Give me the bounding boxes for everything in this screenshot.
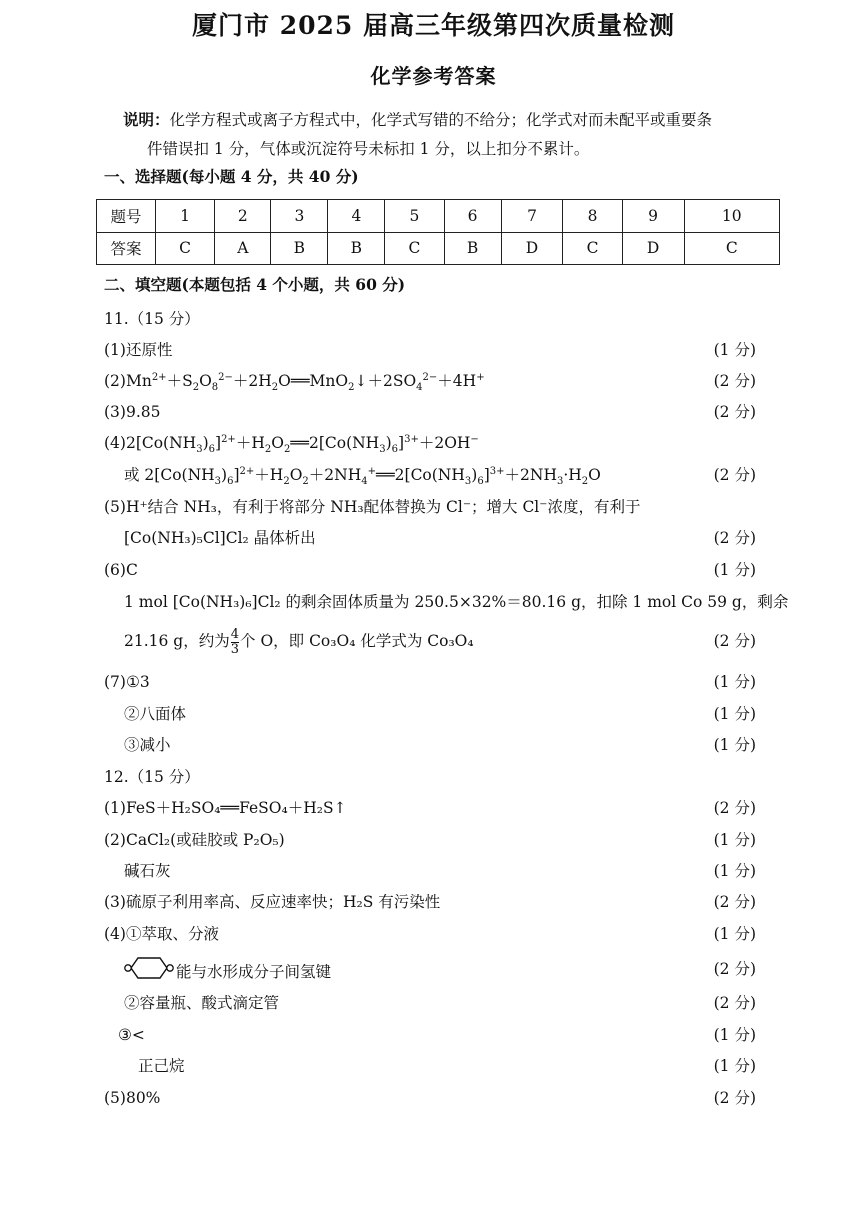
- table-cell-a: D: [501, 232, 563, 265]
- table-cell-a: B: [271, 232, 328, 265]
- score: (2 分): [713, 632, 756, 650]
- score: (2 分): [713, 893, 756, 911]
- q11-answer-6b: 1 mol [Co(NH₃)₆]Cl₂ 的剩余固体质量为 250.5×32%＝80.16 g，扣除 1 mol Co 59 g，剩余: [124, 593, 789, 611]
- table-cell-a: D: [622, 232, 684, 265]
- table-cell-q: 3: [271, 200, 328, 233]
- q12-answer-2: (2)CaCl₂(或硅胶或 P₂O₅) (1 分): [104, 828, 756, 852]
- table-cell-q: 2: [215, 200, 271, 233]
- table-cell-q: 6: [444, 200, 501, 233]
- q11-answer-5b: [Co(NH₃)₅Cl]Cl₂ 晶体析出 (2 分): [104, 526, 756, 550]
- fraction: $\frac{4}{3}$: [230, 626, 240, 657]
- q12-answer-3: (3)硫原子利用率高、反应速率快；H₂S 有污染性 (2 分): [104, 890, 756, 914]
- score: (2 分): [713, 994, 756, 1012]
- score: (1 分): [713, 705, 756, 723]
- q11-header: 11.（15 分）: [104, 310, 200, 328]
- score: (2 分): [713, 403, 756, 421]
- table-cell-q: 5: [385, 200, 444, 233]
- q11-answer-1: (1)还原性 (1 分): [104, 338, 756, 362]
- score: (1 分): [713, 736, 756, 754]
- score: (1 分): [713, 862, 756, 880]
- q12-answer-4d: ③< (1 分): [104, 1023, 756, 1047]
- score: (1 分): [713, 1057, 756, 1075]
- equation-co-2: 或 $2[Co(NH_3)_6]^{2+}+H_2O_2+2NH_4^+══2[Co(NH_3)_6]^{3+}+2NH_3\cdot H_2O$: [124, 465, 601, 488]
- q12-answer-4b: 能与水形成分子间氢键 (2 分): [104, 954, 756, 984]
- note-label: 说明：: [123, 110, 170, 129]
- page-subtitle: 化学参考答案: [370, 64, 497, 88]
- instruction-note: [123, 105, 803, 164]
- score: (1 分): [713, 831, 756, 849]
- table-cell-a: C: [684, 232, 780, 265]
- score: (1 分): [713, 1026, 756, 1044]
- table-cell-q: 10: [684, 200, 780, 233]
- table-cell-a: A: [215, 232, 271, 265]
- table-label-answer: 答案: [97, 232, 156, 265]
- q11-answer-3: (3)9.85 (2 分): [104, 400, 756, 424]
- score: (1 分): [713, 925, 756, 943]
- score: (2 分): [713, 960, 756, 978]
- q11-answer-7b: ②八面体 (1 分): [104, 702, 756, 726]
- table-cell-q: 4: [328, 200, 385, 233]
- q11-answer-6: (6)C (1 分): [104, 558, 756, 582]
- q12-answer-2b: 碱石灰 (1 分): [104, 859, 756, 883]
- score: (2 分): [713, 372, 756, 390]
- score: (1 分): [713, 561, 756, 579]
- score: (2 分): [713, 799, 756, 817]
- score: (2 分): [713, 529, 756, 547]
- table-cell-a: B: [328, 232, 385, 265]
- score: (1 分): [713, 673, 756, 691]
- q11-answer-2: [104, 369, 756, 393]
- equation-co-1: $(4)2[Co(NH_3)_6]^{2+}+H_2O_2══2[Co(NH_3)_6]^{3+}+2OH^-$: [104, 433, 479, 456]
- section-2-title: 二、填空题(本题包括 4 个小题，共 60 分): [104, 275, 406, 294]
- q11-answer-4b: [104, 463, 756, 487]
- table-cell-a: C: [156, 232, 215, 265]
- answer-table: [96, 199, 780, 265]
- table-cell-q: 7: [501, 200, 563, 233]
- dioxane-structure-icon: [124, 954, 174, 992]
- score: (2 分): [713, 466, 756, 484]
- table-row-answers: [97, 232, 780, 265]
- table-cell-q: 9: [622, 200, 684, 233]
- page-title: 厦门市 2025 届高三年级第四次质量检测: [192, 11, 675, 40]
- q11-answer-7c: ③减小 (1 分): [104, 733, 756, 757]
- table-row-questions: [97, 200, 780, 233]
- q11-answer-7a: (7)①3 (1 分): [104, 670, 756, 694]
- q12-answer-5: (5)80% (2 分): [104, 1086, 756, 1110]
- q12-header: 12.（15 分）: [104, 768, 200, 786]
- q12-answer-4a: (4)①萃取、分液 (1 分): [104, 922, 756, 946]
- q11-answer-6c: 21.16 g，约为 $\frac{4}{3}$ 个 O，即 Co₃O₄ 化学式为 Co₃O₄ (2 分): [104, 624, 756, 658]
- note-line-2: 件错误扣 1 分，气体或沉淀符号未标扣 1 分，以上扣分不累计。: [147, 140, 590, 158]
- score: (2 分): [713, 1089, 756, 1107]
- table-cell-a: C: [563, 232, 622, 265]
- table-label-question: 题号: [97, 200, 156, 233]
- table-cell-q: 8: [563, 200, 622, 233]
- table-cell-a: B: [444, 232, 501, 265]
- q12-answer-1: (1)FeS＋H₂SO₄══FeSO₄＋H₂S↑ (2 分): [104, 796, 756, 820]
- q11-answer-5a: (5)H⁺结合 NH₃，有利于将部分 NH₃配体替换为 Cl⁻；增大 Cl⁻浓度，有利于: [104, 498, 641, 516]
- section-1-title: 一、选择题(每小题 4 分，共 40 分): [104, 167, 359, 186]
- q12-answer-4c: ②容量瓶、酸式滴定管 (2 分): [104, 991, 756, 1015]
- note-line-1: 化学方程式或离子方程式中，化学式写错的不给分；化学式对而未配平或重要条: [169, 111, 713, 129]
- table-cell-q: 1: [156, 200, 215, 233]
- table-cell-a: C: [385, 232, 444, 265]
- q12-answer-4e: 正己烷 (1 分): [104, 1054, 756, 1078]
- equation-mn: $(2)Mn^{2+}+S_2O_8^{2-}+2H_2O══MnO_2↓+2SO_4^{2-}+4H^+$: [104, 371, 485, 394]
- score: (1 分): [713, 341, 756, 359]
- q11-answer-4a: [104, 431, 756, 455]
